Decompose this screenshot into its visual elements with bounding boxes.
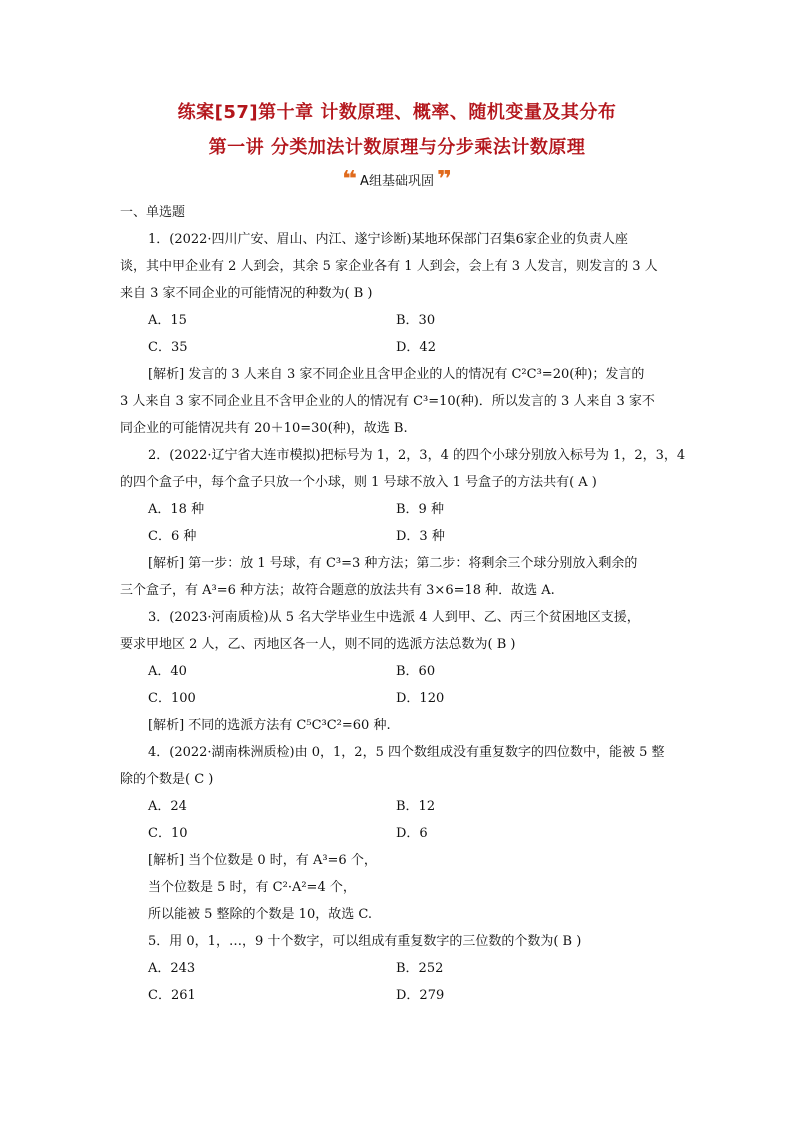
q4-line2: 除的个数是( C ) — [120, 772, 214, 787]
q2-option-a: A．18 种 — [148, 502, 205, 517]
q2-option-d: D．3 种 — [396, 529, 445, 544]
group-label-text: A组基础巩固 — [360, 174, 434, 189]
close-quote-icon: ❞ — [436, 166, 453, 192]
open-quote-icon: ❝ — [341, 166, 358, 192]
lesson-title: 第一讲 分类加法计数原理与分步乘法计数原理 — [208, 137, 586, 158]
group-label — [0, 166, 794, 192]
q1-option-a: A．15 — [148, 313, 187, 328]
q2-explain-2: 三个盒子，有 A³=6 种方法；故符合题意的放法共有 3×6=18 种．故选 A. — [120, 583, 555, 598]
q3-option-d: D．120 — [396, 691, 445, 706]
section-heading: 一、单选题 — [120, 205, 186, 220]
q1-line1: 1．(2022·四川广安、眉山、内江、遂宁诊断)某地环保部门召集6家企业的负责人座 — [148, 232, 628, 247]
q3-option-a: A．40 — [148, 664, 187, 679]
q4-explain-1: [解析] 当个位数是 0 时，有 A³=6 个， — [148, 853, 377, 868]
q4-explain-3: 所以能被 5 整除的个数是 10，故选 C. — [148, 907, 372, 922]
q2-option-c: C．6 种 — [148, 529, 197, 544]
q4-option-c: C．10 — [148, 826, 188, 841]
q1-line3: 来自 3 家不同企业的可能情况的种数为( B ) — [120, 286, 373, 301]
q2-line1: 2．(2022·辽宁省大连市模拟)把标号为 1，2，3，4 的四个小球分别放入标号为 1，2，3，4 — [148, 448, 686, 463]
q4-explain-2: 当个位数是 5 时，有 C²·A²=4 个， — [148, 880, 356, 895]
q5-option-c: C．261 — [148, 988, 196, 1003]
q1-explain-2: 3 人来自 3 家不同企业且不含甲企业的人的情况有 C³=10(种)．所以发言的 3 人来自 3 家不 — [120, 394, 655, 409]
q1-explain-1: [解析] 发言的 3 人来自 3 家不同企业且含甲企业的人的情况有 C²C³=20(种)；发言的 — [148, 367, 645, 382]
q1-option-c: C．35 — [148, 340, 188, 355]
q3-option-b: B．60 — [396, 664, 436, 679]
q5-option-d: D．279 — [396, 988, 445, 1003]
q3-explain-1: [解析] 不同的选派方法有 C⁵C³C²=60 种. — [148, 718, 391, 733]
q5-option-a: A．243 — [148, 961, 196, 976]
q4-option-a: A．24 — [148, 799, 187, 814]
q1-line2: 谈，其中甲企业有 2 人到会，其余 5 家企业各有 1 人到会，会上有 3 人发言，则发言的 3 人 — [120, 259, 658, 274]
q3-line2: 要求甲地区 2 人，乙、丙地区各一人，则不同的选派方法总数为( B ) — [120, 637, 516, 652]
q4-line1: 4．(2022·湖南株洲质检)由 0，1，2，5 四个数组成没有重复数字的四位数中，能被 5 整 — [148, 745, 665, 760]
q3-option-c: C．100 — [148, 691, 196, 706]
q4-option-b: B．12 — [396, 799, 436, 814]
q2-option-b: B．9 种 — [396, 502, 444, 517]
q1-explain-3: 同企业的可能情况共有 20＋10=30(种)，故选 B. — [120, 421, 408, 436]
q2-line2: 的四个盒子中，每个盒子只放一个小球，则 1 号球不放入 1 号盒子的方法共有( A ) — [120, 475, 597, 490]
chapter-title: 练案[57]第十章 计数原理、概率、随机变量及其分布 — [177, 102, 617, 123]
q3-line1: 3．(2023·河南质检)从 5 名大学毕业生中选派 4 人到甲、乙、丙三个贫困地区支援， — [148, 610, 640, 625]
q1-option-d: D．42 — [396, 340, 436, 355]
q5-option-b: B．252 — [396, 961, 444, 976]
q5-line1: 5．用 0，1，…，9 十个数字，可以组成有重复数字的三位数的个数为( B ) — [148, 934, 582, 949]
q1-option-b: B．30 — [396, 313, 436, 328]
q4-option-d: D．6 — [396, 826, 428, 841]
q2-explain-1: [解析] 第一步：放 1 号球，有 C³=3 种方法；第二步：将剩余三个球分别放入剩余的 — [148, 556, 638, 571]
